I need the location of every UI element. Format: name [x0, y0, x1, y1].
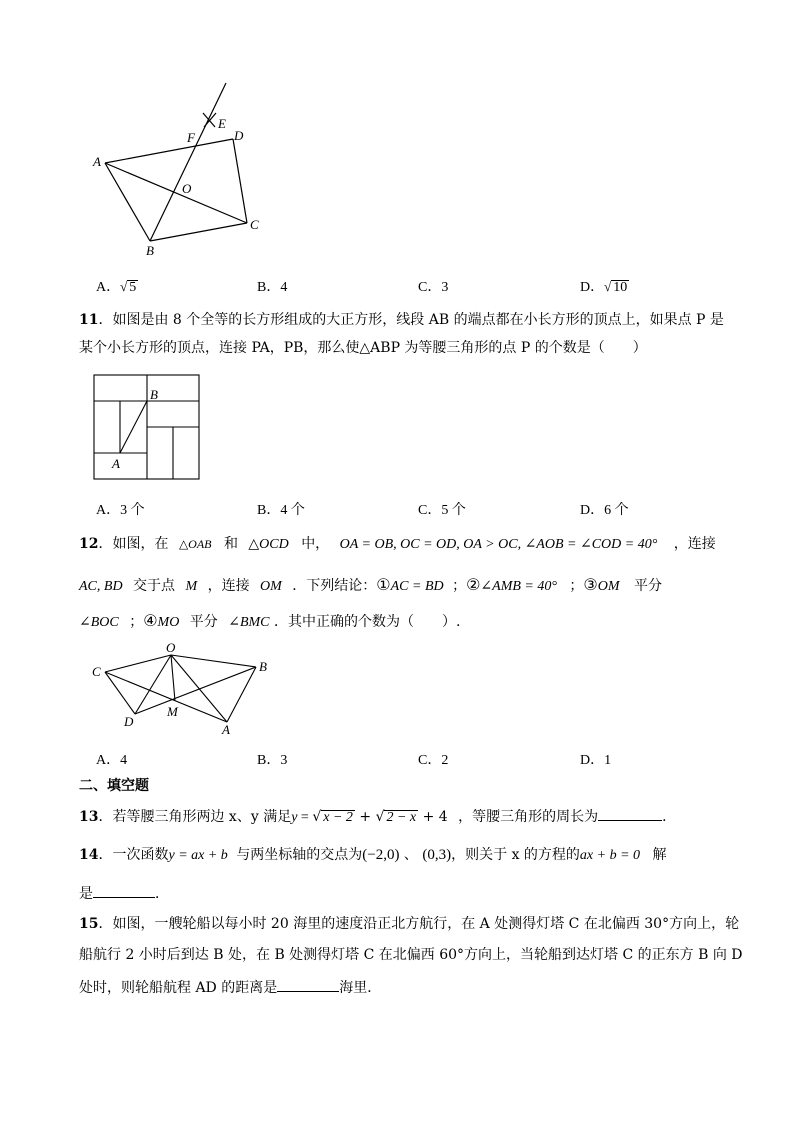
q15-blank[interactable] [277, 977, 339, 992]
choice-a-label: A． [96, 280, 121, 295]
q12-line2 [79, 576, 662, 596]
angle-boc: ∠BOC [79, 615, 119, 630]
line-ab [105, 163, 150, 241]
label-d: D [124, 714, 134, 729]
point-m: M [185, 579, 198, 594]
q14-blank[interactable] [93, 883, 155, 898]
label-f: F [187, 130, 195, 145]
line-bc [150, 223, 247, 241]
q14-mid2: ，则关于 x 的方程的 [451, 847, 580, 863]
q11-line1 [79, 311, 724, 329]
q11-choice-d[interactable]: D．6 个 [580, 503, 629, 518]
q13-root2: 2 − x [386, 810, 417, 825]
line-be [150, 83, 226, 241]
q11-choice-b[interactable]: B．4 个 [257, 503, 305, 518]
q12-and: 和 [223, 536, 238, 552]
q14-mid: 与两坐标轴的交点为 [236, 847, 363, 863]
q13-plus1: + [354, 809, 376, 825]
q14-end: ． [155, 886, 169, 902]
label-c: C [250, 217, 259, 232]
q13-blank[interactable] [598, 806, 662, 821]
q14-line2 [79, 883, 169, 903]
tri-oab: △OAB [178, 537, 212, 551]
sqrt-5: 5 [129, 280, 137, 295]
sqrt-10: 10 [613, 280, 628, 295]
q12-line3 [79, 612, 460, 632]
sep-2: ； [569, 578, 584, 594]
q13-post: ，等腰三角形的周长为 [458, 809, 599, 825]
q12-text-a: ．如图，在 [98, 536, 169, 552]
concl-4: MO [157, 615, 180, 630]
line-ac [105, 163, 247, 223]
figure-q11 [90, 372, 204, 484]
section-title: 二、填空题 [79, 778, 149, 794]
q12-number: 12 [79, 536, 99, 552]
q11-choice-c[interactable]: C．5 个 [418, 503, 466, 518]
q14-equation: ax + b = 0 [579, 848, 641, 863]
circle-2: ② [466, 575, 481, 594]
segment-ab [120, 401, 147, 453]
q10-choice-a[interactable]: A．√ 5 [96, 279, 137, 295]
sep-3: ； [129, 614, 144, 630]
q14-point1: (−2,0) [362, 847, 400, 863]
q10-choice-b[interactable]: B．4 [257, 280, 288, 295]
label-b: B [259, 659, 267, 674]
q13-root1: x − 2 [323, 810, 353, 825]
line-cd [233, 139, 247, 223]
concl-1: AC = BD [390, 579, 444, 594]
seg-om: OM [260, 579, 282, 594]
q14-function: y = ax + b [168, 848, 228, 863]
q13-pre: ．若等腰三角形两边 x、y 满足 [98, 809, 292, 825]
q15-number: 15 [79, 916, 99, 932]
q12-l2-b: ，连接 [207, 578, 250, 594]
q15-post: 海里． [339, 980, 382, 996]
label-o: O [166, 640, 176, 655]
q13-end: ． [662, 809, 677, 825]
q12-condition: OA = OB, OC = OD, OA > OC, ∠AOB = ∠COD = 40° [339, 537, 658, 552]
q11-line2: 某个小长方形的顶点，连接 PA，PB，那么使△ABP 为等腰三角形的点 P 的个数是（ ） [79, 340, 647, 356]
angle-bmc: ∠BMC [228, 615, 270, 630]
circle-1: ① [376, 575, 391, 594]
choice-d-label: D． [580, 280, 605, 295]
q15-line2: 船航行 2 小时后到达 B 处，在 B 处测得灯塔 C 在北偏西 60°方向上，当轮船到达灯塔 C 的正东方 B 向 D [79, 947, 743, 963]
line-da [105, 139, 233, 163]
circle-3: ③ [583, 575, 598, 594]
q11-number: 11 [79, 312, 99, 328]
q13-eq: = [297, 810, 313, 825]
q10-choice-c[interactable]: C．3 [418, 280, 449, 295]
tick-e1 [203, 113, 215, 127]
q13-number: 13 [79, 809, 99, 825]
label-c: C [92, 664, 101, 679]
label-o: O [182, 181, 192, 196]
sep-1: ； [452, 578, 467, 594]
q12-choice-d[interactable]: D．1 [580, 753, 612, 768]
q13-plus2: + 4 [418, 809, 448, 825]
q15-line1 [79, 915, 739, 933]
q12-choice-a[interactable]: A．4 [96, 753, 128, 768]
q15-pre: 处时，则轮船航程 AD 的距离是 [79, 980, 278, 996]
q14-sep: 、 [403, 847, 418, 863]
q11-choice-a[interactable]: A．3 个 [96, 503, 145, 518]
q14-pre: ．一次函数 [98, 847, 169, 863]
q15-text1: ．如图，一艘轮船以每小时 20 海里的速度沿正北方航行，在 A 处测得灯塔 C 在北偏西 30°方向上，轮 [98, 916, 740, 932]
figure-q12 [88, 640, 278, 736]
concl-3-tail: 平分 [634, 578, 662, 594]
q14-point2: (0,3) [422, 847, 452, 863]
q14-line2-text: 是 [79, 886, 93, 902]
label-m: M [167, 704, 178, 719]
q13-line: 13．若等腰三角形两边 x、y 满足y = √ x − 2 + √ 2 − x + 4 ，等腰三角形的周长为 ． [79, 806, 676, 827]
concl-4-mid: 平分 [189, 614, 218, 630]
q12-choice-c[interactable]: C．2 [418, 753, 449, 768]
q10-choice-d[interactable]: D．√ 10 [580, 279, 628, 295]
q12-in: 中， [301, 536, 330, 552]
circle-4: ④ [143, 611, 158, 630]
q11-text1: ．如图是由 8 个全等的长方形组成的大正方形，线段 AB 的端点都在小长方形的顶点上，如果点 P 是 [98, 312, 724, 328]
q13-y: y [291, 810, 298, 825]
label-a: A [222, 722, 230, 736]
label-b: B [146, 243, 154, 258]
label-a: A [93, 154, 101, 169]
tri-ocd: △OCD [248, 537, 289, 552]
q14-line1 [79, 846, 666, 865]
q15-line3 [79, 977, 381, 997]
concl-3: OM [597, 579, 620, 594]
q12-choice-b[interactable]: B．3 [257, 753, 288, 768]
q12-tail-end: ．其中正确的个数为（ ）. [273, 614, 461, 630]
ac-bd: AC, BD [79, 579, 123, 594]
label-d: D [234, 128, 244, 143]
q12-l2-a: 交于点 [133, 578, 176, 594]
q12-l2-c: ．下列结论： [292, 578, 377, 594]
concl-2: ∠AMB = 40° [480, 579, 557, 594]
q14-number: 14 [79, 847, 99, 863]
label-a: A [112, 456, 120, 471]
q12-tail: ，连接 [673, 536, 716, 552]
label-b: B [150, 387, 158, 402]
label-e: E [218, 116, 226, 131]
figure-q10 [88, 78, 278, 263]
q12-line1 [79, 535, 716, 554]
q14-post: 解 [652, 847, 667, 863]
